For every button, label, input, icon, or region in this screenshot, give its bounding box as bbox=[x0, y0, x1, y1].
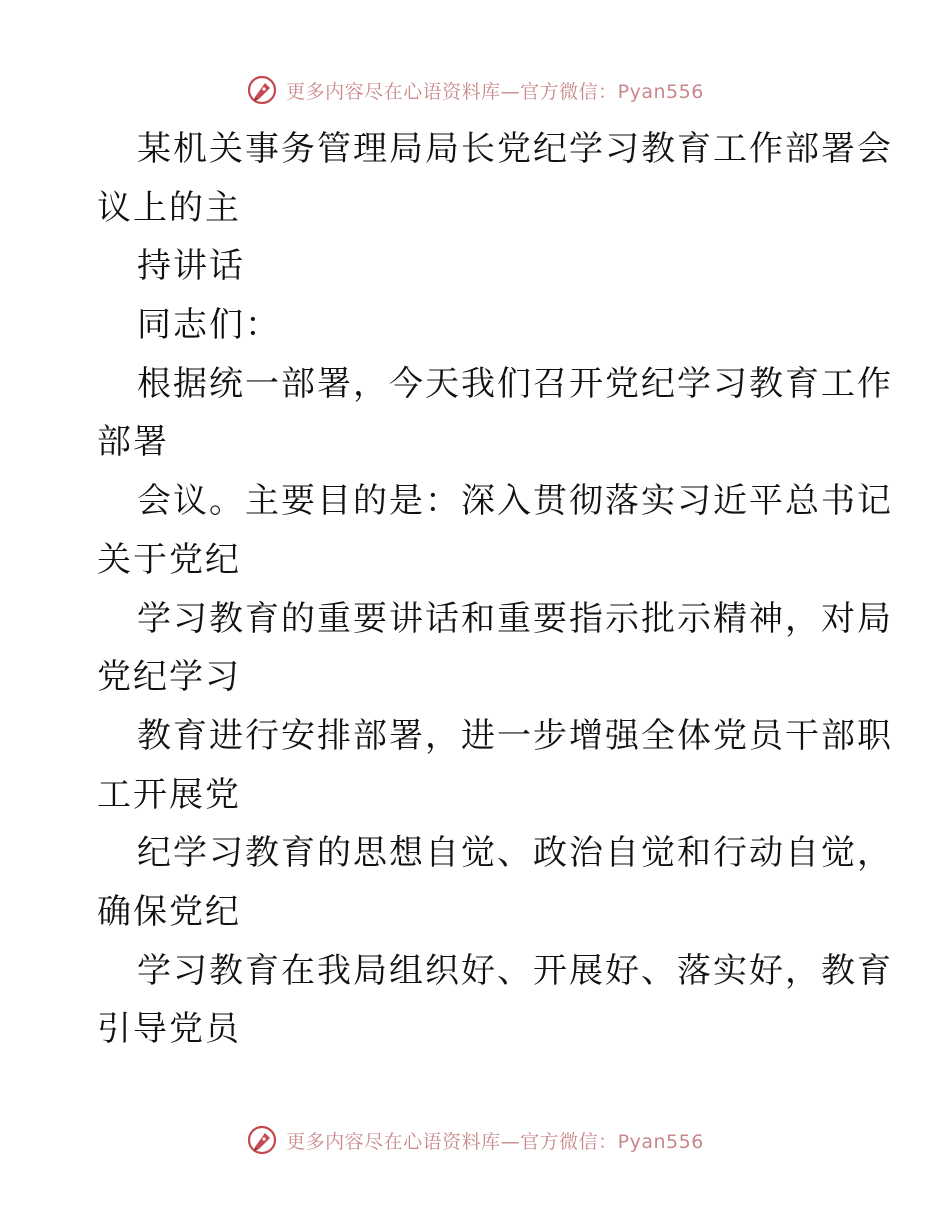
text-line: 纪学习教育的思想自觉、政治自觉和行动自觉， bbox=[137, 833, 893, 874]
text-line: 党纪学习 bbox=[97, 657, 241, 698]
watermark-text: 更多内容尽在心语资料库—官方微信：Pyan556 bbox=[286, 80, 704, 103]
text-line: 学习教育在我局组织好、开展好、落实好，教育 bbox=[137, 950, 893, 991]
watermark-text: 更多内容尽在心语资料库—官方微信：Pyan556 bbox=[286, 1130, 704, 1153]
text-line: 关于党纪 bbox=[97, 539, 241, 580]
text-line: 确保党纪 bbox=[97, 891, 241, 932]
fountain-pen-nib-icon bbox=[246, 1124, 278, 1156]
text-line: 议上的主 bbox=[97, 187, 241, 228]
footer-watermark bbox=[0, 1122, 950, 1158]
text-line: 持讲话 bbox=[137, 246, 245, 287]
text-line: 会议。主要目的是：深入贯彻落实习近平总书记 bbox=[137, 481, 893, 522]
fountain-pen-nib-icon bbox=[246, 74, 278, 106]
header-watermark bbox=[0, 72, 950, 108]
document-body bbox=[97, 120, 893, 1059]
text-line: 工开展党 bbox=[97, 774, 241, 815]
text-line: 部署 bbox=[97, 422, 169, 463]
text-line: 学习教育的重要讲话和重要指示批示精神，对局 bbox=[137, 598, 893, 639]
text-line: 引导党员 bbox=[97, 1009, 241, 1050]
text-line: 同志们： bbox=[137, 305, 281, 346]
text-line: 某机关事务管理局局长党纪学习教育工作部署会 bbox=[137, 129, 893, 169]
text-line: 根据统一部署，今天我们召开党纪学习教育工作 bbox=[137, 363, 893, 404]
text-line: 教育进行安排部署，进一步增强全体党员干部职 bbox=[137, 715, 893, 756]
